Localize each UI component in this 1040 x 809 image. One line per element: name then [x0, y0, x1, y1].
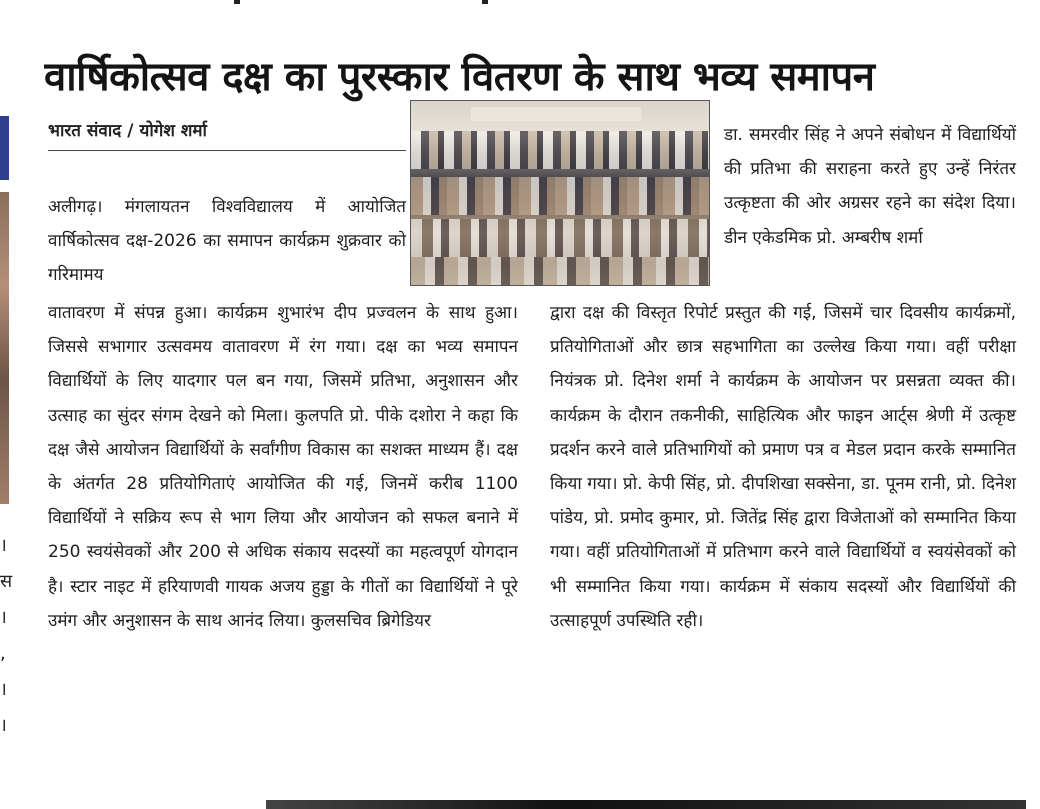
fragment-char: । — [0, 607, 7, 628]
fragment-char: स — [0, 571, 13, 592]
event-group-photo — [410, 100, 710, 286]
adjacent-text-fragments — [0, 528, 12, 744]
adjacent-blue-block — [0, 116, 9, 180]
top-edge-mark — [234, 0, 240, 4]
byline-source: भारत संवाद — [48, 121, 122, 141]
top-edge-mark — [482, 0, 488, 4]
article-paragraph-left-bottom: वातावरण में संपन्न हुआ। कार्यक्रम शुभारंभ दीप प्रज्वलन के साथ हुआ। जिससे सभागार उत्सवमय वातावरण में रंग गया। दक्ष का भव्य समापन विद्यार्थियों के लिए यादगार पल बन गया, जिसमें प्रतिभा, अनुशासन और उत्साह का सुंदर संगम देखने को मिला। कुलपति प्रो. पीके दशोरा ने कहा कि दक्ष जैसे आयोजन विद्यार्थियों के सर्वांगीण विकास का सशक्त माध्यम हैं। दक्ष के अंतर्गत 28 प्रतियोगिताएं आयोजित की गई, जिनमें करीब 1100 विद्यार्थियों ने सक्रिय रूप से भाग लिया और आयोजन को सफल बनाने में 250 स्वयंसेवकों और 200 से अधिक संकाय सदस्यों का महत्वपूर्ण योगदान है। स्टार नाइट में हरियाणवी गायक अजय हुड्डा के गीतों का विद्यार्थियों ने पूरे उमंग और अनुशासन के साथ आनंद लिया। कुलसचिव ब्रिगेडियर — [48, 303, 518, 631]
article-paragraph-right-top: डा. समरवीर सिंह ने अपने संबोधन में विद्यार्थियों की प्रतिभा की सराहना करते हुए उन्हें निरंतर उत्कृष्टता की ओर अग्रसर रहने का संदेश दिया। डीन एकेडमिक प्रो. अम्बरीष शर्मा — [724, 125, 1016, 248]
adjacent-photo-edge — [0, 192, 9, 504]
next-article-edge — [266, 800, 1026, 809]
article-paragraph-right-bottom: द्वारा दक्ष की विस्तृत रिपोर्ट प्रस्तुत की गई, जिसमें चार दिवसीय कार्यक्रमों, प्रतियोगिताओं और छात्र सहभागिता का उल्लेख किया गया। वहीं परीक्षा नियंत्रक प्रो. दिनेश शर्मा ने कार्यक्रम के आयोजन पर प्रसन्नता व्यक्त की। कार्यक्रम के दौरान तकनीकी, साहित्यिक और फाइन आर्ट्स श्रेणी में उत्कृष्ट प्रदर्शन करने वाले प्रतिभागियों को प्रमाण पत्र व मेडल प्रदान करके सम्मानित किया गया। प्रो. केपी सिंह, प्रो. दीपशिखा सक्सेना, डा. पूनम रानी, प्रो. दिनेश पांडेय, प्रो. प्रमोद कुमार, प्रो. जितेंद्र सिंह द्वारा विजेताओं को सम्मानित किया गया। वहीं प्रतियोगिताओं में प्रतिभाग करने वाले विद्यार्थियों व स्वयंसेवकों को भी सम्मानित किया गया। कार्यक्रम में संकाय सदस्यों और विद्यार्थियों की उत्साहपूर्ण उपस्थिति रही। — [550, 303, 1016, 631]
fragment-char: , — [0, 643, 6, 664]
byline — [48, 118, 408, 144]
adjacent-column-strip — [0, 0, 14, 809]
fragment-char: । — [0, 715, 7, 736]
byline-author: योगेश शर्मा — [139, 121, 207, 141]
photo-stage-banner — [471, 107, 641, 121]
photo-crowd-row — [411, 219, 709, 257]
fragment-char: । — [0, 535, 7, 556]
photo-crowd-row — [411, 177, 709, 215]
byline-divider — [48, 150, 406, 151]
article-paragraph-left-top: अलीगढ़। मंगलायतन विश्वविद्यालय में आयोजित वार्षिकोत्सव दक्ष-2026 का समापन कार्यक्रम शुक्रवार को गरिमामय — [48, 197, 406, 286]
article-headline: वार्षिकोत्सव दक्ष का पुरस्कार वितरण के साथ भव्य समापन — [44, 53, 875, 100]
byline-separator: / — [127, 121, 134, 141]
photo-crowd-row — [411, 257, 709, 285]
fragment-char: । — [0, 679, 7, 700]
photo-crowd-row — [411, 131, 709, 169]
